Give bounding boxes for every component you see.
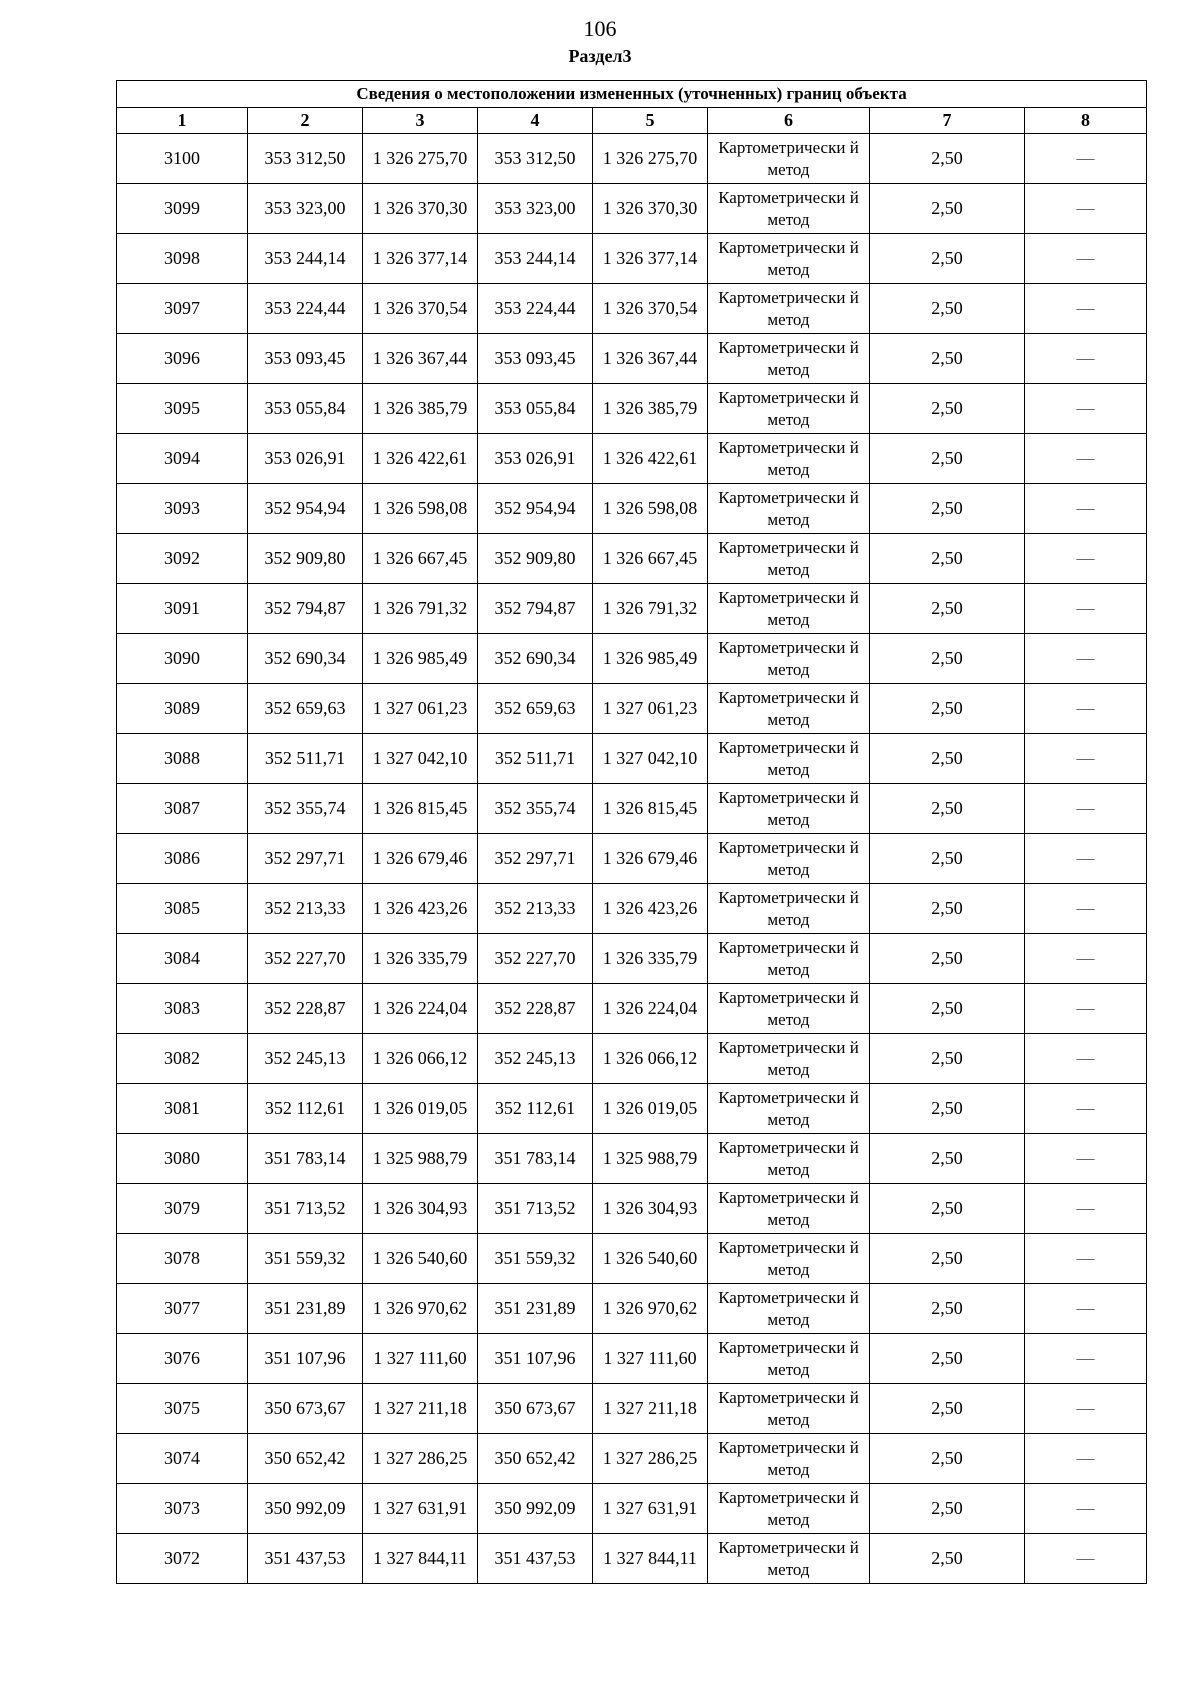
y-coordinate-cell: 1 326 367,44: [593, 334, 708, 384]
x-coordinate-cell: 352 297,71: [248, 834, 363, 884]
description-cell: —: [1025, 834, 1147, 884]
y-coordinate-cell: 1 326 066,12: [593, 1034, 708, 1084]
description-cell: —: [1025, 934, 1147, 984]
description-cell: —: [1025, 484, 1147, 534]
method-cell: Картометрически й метод: [708, 734, 870, 784]
description-cell: —: [1025, 1134, 1147, 1184]
y-coordinate-cell: 1 327 061,23: [593, 684, 708, 734]
description-cell: —: [1025, 1084, 1147, 1134]
y-coordinate-cell: 1 326 304,93: [593, 1184, 708, 1234]
description-cell: —: [1025, 1384, 1147, 1434]
accuracy-cell: 2,50: [870, 1484, 1025, 1534]
column-number: 5: [593, 108, 708, 134]
x-coordinate-cell: 352 659,63: [478, 684, 593, 734]
description-cell: —: [1025, 434, 1147, 484]
x-coordinate-cell: 350 992,09: [248, 1484, 363, 1534]
x-coordinate-cell: 353 244,14: [478, 234, 593, 284]
method-cell: Картометрически й метод: [708, 1484, 870, 1534]
point-number-cell: 3075: [117, 1384, 248, 1434]
y-coordinate-cell: 1 326 815,45: [593, 784, 708, 834]
y-coordinate-cell: 1 326 066,12: [363, 1034, 478, 1084]
y-coordinate-cell: 1 327 286,25: [363, 1434, 478, 1484]
accuracy-cell: 2,50: [870, 1184, 1025, 1234]
y-coordinate-cell: 1 327 631,91: [593, 1484, 708, 1534]
method-cell: Картометрически й метод: [708, 634, 870, 684]
accuracy-cell: 2,50: [870, 934, 1025, 984]
x-coordinate-cell: 351 231,89: [248, 1284, 363, 1334]
point-number-cell: 3099: [117, 184, 248, 234]
table-row: [117, 684, 1147, 734]
x-coordinate-cell: 351 437,53: [248, 1534, 363, 1584]
x-coordinate-cell: 350 673,67: [478, 1384, 593, 1434]
point-number-cell: 3088: [117, 734, 248, 784]
y-coordinate-cell: 1 326 367,44: [363, 334, 478, 384]
table-row: [117, 1134, 1147, 1184]
x-coordinate-cell: 351 713,52: [478, 1184, 593, 1234]
description-cell: —: [1025, 634, 1147, 684]
table-row: [117, 284, 1147, 334]
x-coordinate-cell: 352 909,80: [478, 534, 593, 584]
method-cell: Картометрически й метод: [708, 334, 870, 384]
x-coordinate-cell: 352 909,80: [248, 534, 363, 584]
y-coordinate-cell: 1 326 370,30: [363, 184, 478, 234]
x-coordinate-cell: 352 794,87: [478, 584, 593, 634]
column-number: 3: [363, 108, 478, 134]
description-cell: —: [1025, 534, 1147, 584]
table-row: [117, 1084, 1147, 1134]
accuracy-cell: 2,50: [870, 134, 1025, 184]
description-cell: —: [1025, 234, 1147, 284]
accuracy-cell: 2,50: [870, 1284, 1025, 1334]
y-coordinate-cell: 1 326 224,04: [363, 984, 478, 1034]
point-number-cell: 3090: [117, 634, 248, 684]
y-coordinate-cell: 1 326 598,08: [593, 484, 708, 534]
point-number-cell: 3087: [117, 784, 248, 834]
x-coordinate-cell: 353 323,00: [478, 184, 593, 234]
table-row: [117, 1534, 1147, 1584]
method-cell: Картометрически й метод: [708, 884, 870, 934]
y-coordinate-cell: 1 326 422,61: [593, 434, 708, 484]
table-row: [117, 1284, 1147, 1334]
column-number: 8: [1025, 108, 1147, 134]
x-coordinate-cell: 352 690,34: [248, 634, 363, 684]
y-coordinate-cell: 1 326 370,54: [363, 284, 478, 334]
accuracy-cell: 2,50: [870, 784, 1025, 834]
description-cell: —: [1025, 134, 1147, 184]
y-coordinate-cell: 1 326 370,30: [593, 184, 708, 234]
column-number: 1: [117, 108, 248, 134]
table-row: [117, 184, 1147, 234]
x-coordinate-cell: 353 312,50: [248, 134, 363, 184]
method-cell: Картометрически й метод: [708, 184, 870, 234]
x-coordinate-cell: 352 245,13: [248, 1034, 363, 1084]
table-row: [117, 434, 1147, 484]
method-cell: Картометрически й метод: [708, 284, 870, 334]
table-row: [117, 134, 1147, 184]
accuracy-cell: 2,50: [870, 334, 1025, 384]
y-coordinate-cell: 1 326 970,62: [593, 1284, 708, 1334]
y-coordinate-cell: 1 325 988,79: [363, 1134, 478, 1184]
y-coordinate-cell: 1 327 042,10: [593, 734, 708, 784]
description-cell: —: [1025, 1234, 1147, 1284]
y-coordinate-cell: 1 326 377,14: [363, 234, 478, 284]
y-coordinate-cell: 1 326 335,79: [363, 934, 478, 984]
accuracy-cell: 2,50: [870, 234, 1025, 284]
description-cell: —: [1025, 1184, 1147, 1234]
table-row: [117, 884, 1147, 934]
table-row: [117, 1384, 1147, 1434]
method-cell: Картометрически й метод: [708, 484, 870, 534]
method-cell: Картометрически й метод: [708, 1034, 870, 1084]
description-cell: —: [1025, 1434, 1147, 1484]
x-coordinate-cell: 351 437,53: [478, 1534, 593, 1584]
accuracy-cell: 2,50: [870, 984, 1025, 1034]
y-coordinate-cell: 1 326 667,45: [363, 534, 478, 584]
accuracy-cell: 2,50: [870, 1134, 1025, 1184]
x-coordinate-cell: 352 112,61: [248, 1084, 363, 1134]
x-coordinate-cell: 353 244,14: [248, 234, 363, 284]
point-number-cell: 3086: [117, 834, 248, 884]
point-number-cell: 3074: [117, 1434, 248, 1484]
table-body: [117, 134, 1147, 1584]
table-row: [117, 534, 1147, 584]
x-coordinate-cell: 351 783,14: [478, 1134, 593, 1184]
x-coordinate-cell: 352 794,87: [248, 584, 363, 634]
x-coordinate-cell: 352 954,94: [248, 484, 363, 534]
y-coordinate-cell: 1 327 844,11: [363, 1534, 478, 1584]
table-row: [117, 634, 1147, 684]
point-number-cell: 3082: [117, 1034, 248, 1084]
x-coordinate-cell: 350 652,42: [248, 1434, 363, 1484]
column-number: 4: [478, 108, 593, 134]
x-coordinate-cell: 352 227,70: [478, 934, 593, 984]
description-cell: —: [1025, 384, 1147, 434]
x-coordinate-cell: 351 783,14: [248, 1134, 363, 1184]
x-coordinate-cell: 352 355,74: [248, 784, 363, 834]
method-cell: Картометрически й метод: [708, 784, 870, 834]
x-coordinate-cell: 351 559,32: [248, 1234, 363, 1284]
accuracy-cell: 2,50: [870, 284, 1025, 334]
method-cell: Картометрически й метод: [708, 1434, 870, 1484]
y-coordinate-cell: 1 327 631,91: [363, 1484, 478, 1534]
table-row: [117, 934, 1147, 984]
x-coordinate-cell: 353 093,45: [478, 334, 593, 384]
accuracy-cell: 2,50: [870, 884, 1025, 934]
x-coordinate-cell: 351 107,96: [478, 1334, 593, 1384]
point-number-cell: 3079: [117, 1184, 248, 1234]
table-row: [117, 1234, 1147, 1284]
description-cell: —: [1025, 734, 1147, 784]
method-cell: Картометрически й метод: [708, 534, 870, 584]
x-coordinate-cell: 352 213,33: [248, 884, 363, 934]
y-coordinate-cell: 1 326 985,49: [363, 634, 478, 684]
y-coordinate-cell: 1 326 985,49: [593, 634, 708, 684]
method-cell: Картометрически й метод: [708, 1084, 870, 1134]
method-cell: Картометрически й метод: [708, 584, 870, 634]
accuracy-cell: 2,50: [870, 634, 1025, 684]
point-number-cell: 3095: [117, 384, 248, 434]
method-cell: Картометрически й метод: [708, 934, 870, 984]
method-cell: Картометрически й метод: [708, 984, 870, 1034]
table-row: [117, 1184, 1147, 1234]
accuracy-cell: 2,50: [870, 1334, 1025, 1384]
accuracy-cell: 2,50: [870, 384, 1025, 434]
x-coordinate-cell: 351 107,96: [248, 1334, 363, 1384]
table-row: [117, 384, 1147, 434]
method-cell: Картометрически й метод: [708, 684, 870, 734]
x-coordinate-cell: 352 690,34: [478, 634, 593, 684]
x-coordinate-cell: 352 245,13: [478, 1034, 593, 1084]
y-coordinate-cell: 1 326 377,14: [593, 234, 708, 284]
accuracy-cell: 2,50: [870, 684, 1025, 734]
y-coordinate-cell: 1 326 385,79: [363, 384, 478, 434]
x-coordinate-cell: 353 026,91: [248, 434, 363, 484]
y-coordinate-cell: 1 326 422,61: [363, 434, 478, 484]
accuracy-cell: 2,50: [870, 534, 1025, 584]
accuracy-cell: 2,50: [870, 1234, 1025, 1284]
y-coordinate-cell: 1 326 679,46: [363, 834, 478, 884]
description-cell: —: [1025, 584, 1147, 634]
x-coordinate-cell: 352 213,33: [478, 884, 593, 934]
point-number-cell: 3091: [117, 584, 248, 634]
page-number: 106: [583, 16, 617, 41]
method-cell: Картометрически й метод: [708, 1284, 870, 1334]
method-cell: Картометрически й метод: [708, 234, 870, 284]
y-coordinate-cell: 1 326 224,04: [593, 984, 708, 1034]
section-title: Раздел3: [568, 46, 632, 66]
y-coordinate-cell: 1 326 667,45: [593, 534, 708, 584]
x-coordinate-cell: 352 954,94: [478, 484, 593, 534]
description-cell: —: [1025, 334, 1147, 384]
description-cell: —: [1025, 1334, 1147, 1384]
y-coordinate-cell: 1 326 423,26: [593, 884, 708, 934]
point-number-cell: 3089: [117, 684, 248, 734]
x-coordinate-cell: 353 224,44: [478, 284, 593, 334]
y-coordinate-cell: 1 326 540,60: [593, 1234, 708, 1284]
y-coordinate-cell: 1 327 211,18: [363, 1384, 478, 1434]
method-cell: Картометрически й метод: [708, 1184, 870, 1234]
point-number-cell: 3081: [117, 1084, 248, 1134]
y-coordinate-cell: 1 326 019,05: [593, 1084, 708, 1134]
point-number-cell: 3094: [117, 434, 248, 484]
table-caption: Сведения о местоположении измененных (уточненных) границ объекта: [117, 81, 1147, 108]
description-cell: —: [1025, 1284, 1147, 1334]
x-coordinate-cell: 351 231,89: [478, 1284, 593, 1334]
description-cell: —: [1025, 184, 1147, 234]
y-coordinate-cell: 1 326 275,70: [363, 134, 478, 184]
point-number-cell: 3073: [117, 1484, 248, 1534]
x-coordinate-cell: 353 312,50: [478, 134, 593, 184]
point-number-cell: 3080: [117, 1134, 248, 1184]
y-coordinate-cell: 1 326 970,62: [363, 1284, 478, 1334]
y-coordinate-cell: 1 326 815,45: [363, 784, 478, 834]
y-coordinate-cell: 1 326 679,46: [593, 834, 708, 884]
method-cell: Картометрически й метод: [708, 1384, 870, 1434]
accuracy-cell: 2,50: [870, 1434, 1025, 1484]
x-coordinate-cell: 353 093,45: [248, 334, 363, 384]
description-cell: —: [1025, 1034, 1147, 1084]
table-row: [117, 1484, 1147, 1534]
y-coordinate-cell: 1 326 791,32: [593, 584, 708, 634]
method-cell: Картометрически й метод: [708, 134, 870, 184]
table-row: [117, 984, 1147, 1034]
point-number-cell: 3084: [117, 934, 248, 984]
accuracy-cell: 2,50: [870, 834, 1025, 884]
point-number-cell: 3100: [117, 134, 248, 184]
x-coordinate-cell: 351 559,32: [478, 1234, 593, 1284]
method-cell: Картометрически й метод: [708, 1134, 870, 1184]
accuracy-cell: 2,50: [870, 184, 1025, 234]
x-coordinate-cell: 352 228,87: [478, 984, 593, 1034]
point-number-cell: 3093: [117, 484, 248, 534]
method-cell: Картометрически й метод: [708, 1234, 870, 1284]
y-coordinate-cell: 1 326 304,93: [363, 1184, 478, 1234]
x-coordinate-cell: 353 026,91: [478, 434, 593, 484]
accuracy-cell: 2,50: [870, 734, 1025, 784]
x-coordinate-cell: 352 227,70: [248, 934, 363, 984]
table-row: [117, 1334, 1147, 1384]
table-row: [117, 484, 1147, 534]
y-coordinate-cell: 1 326 370,54: [593, 284, 708, 334]
table-row: [117, 834, 1147, 884]
x-coordinate-cell: 353 055,84: [248, 384, 363, 434]
x-coordinate-cell: 352 297,71: [478, 834, 593, 884]
y-coordinate-cell: 1 327 111,60: [593, 1334, 708, 1384]
table-row: [117, 584, 1147, 634]
point-number-cell: 3076: [117, 1334, 248, 1384]
x-coordinate-cell: 352 228,87: [248, 984, 363, 1034]
point-number-cell: 3092: [117, 534, 248, 584]
y-coordinate-cell: 1 326 019,05: [363, 1084, 478, 1134]
method-cell: Картометрически й метод: [708, 834, 870, 884]
column-number: 2: [248, 108, 363, 134]
y-coordinate-cell: 1 327 286,25: [593, 1434, 708, 1484]
column-number-row: [117, 108, 1147, 134]
y-coordinate-cell: 1 325 988,79: [593, 1134, 708, 1184]
method-cell: Картометрически й метод: [708, 1534, 870, 1584]
table-row: [117, 334, 1147, 384]
y-coordinate-cell: 1 327 844,11: [593, 1534, 708, 1584]
description-cell: —: [1025, 1484, 1147, 1534]
x-coordinate-cell: 350 652,42: [478, 1434, 593, 1484]
accuracy-cell: 2,50: [870, 484, 1025, 534]
accuracy-cell: 2,50: [870, 434, 1025, 484]
column-number: 7: [870, 108, 1025, 134]
accuracy-cell: 2,50: [870, 1084, 1025, 1134]
description-cell: —: [1025, 784, 1147, 834]
point-number-cell: 3083: [117, 984, 248, 1034]
accuracy-cell: 2,50: [870, 584, 1025, 634]
description-cell: —: [1025, 1534, 1147, 1584]
y-coordinate-cell: 1 326 598,08: [363, 484, 478, 534]
x-coordinate-cell: 352 659,63: [248, 684, 363, 734]
accuracy-cell: 2,50: [870, 1034, 1025, 1084]
x-coordinate-cell: 352 112,61: [478, 1084, 593, 1134]
method-cell: Картометрически й метод: [708, 384, 870, 434]
description-cell: —: [1025, 884, 1147, 934]
method-cell: Картометрически й метод: [708, 1334, 870, 1384]
point-number-cell: 3077: [117, 1284, 248, 1334]
accuracy-cell: 2,50: [870, 1534, 1025, 1584]
x-coordinate-cell: 352 511,71: [248, 734, 363, 784]
x-coordinate-cell: 351 713,52: [248, 1184, 363, 1234]
point-number-cell: 3096: [117, 334, 248, 384]
table-row: [117, 1434, 1147, 1484]
x-coordinate-cell: 350 992,09: [478, 1484, 593, 1534]
table-row: [117, 1034, 1147, 1084]
y-coordinate-cell: 1 327 111,60: [363, 1334, 478, 1384]
x-coordinate-cell: 352 355,74: [478, 784, 593, 834]
column-number: 6: [708, 108, 870, 134]
y-coordinate-cell: 1 326 791,32: [363, 584, 478, 634]
point-number-cell: 3078: [117, 1234, 248, 1284]
accuracy-cell: 2,50: [870, 1384, 1025, 1434]
y-coordinate-cell: 1 326 423,26: [363, 884, 478, 934]
y-coordinate-cell: 1 326 275,70: [593, 134, 708, 184]
description-cell: —: [1025, 684, 1147, 734]
x-coordinate-cell: 353 055,84: [478, 384, 593, 434]
description-cell: —: [1025, 284, 1147, 334]
description-cell: —: [1025, 984, 1147, 1034]
x-coordinate-cell: 352 511,71: [478, 734, 593, 784]
point-number-cell: 3072: [117, 1534, 248, 1584]
point-number-cell: 3097: [117, 284, 248, 334]
x-coordinate-cell: 353 323,00: [248, 184, 363, 234]
method-cell: Картометрически й метод: [708, 434, 870, 484]
table-row: [117, 784, 1147, 834]
point-number-cell: 3098: [117, 234, 248, 284]
x-coordinate-cell: 350 673,67: [248, 1384, 363, 1434]
x-coordinate-cell: 353 224,44: [248, 284, 363, 334]
table-row: [117, 734, 1147, 784]
table-row: [117, 234, 1147, 284]
y-coordinate-cell: 1 326 540,60: [363, 1234, 478, 1284]
point-number-cell: 3085: [117, 884, 248, 934]
y-coordinate-cell: 1 327 042,10: [363, 734, 478, 784]
y-coordinate-cell: 1 326 335,79: [593, 934, 708, 984]
y-coordinate-cell: 1 327 061,23: [363, 684, 478, 734]
y-coordinate-cell: 1 326 385,79: [593, 384, 708, 434]
y-coordinate-cell: 1 327 211,18: [593, 1384, 708, 1434]
boundary-coordinates-table: [116, 80, 1147, 1584]
